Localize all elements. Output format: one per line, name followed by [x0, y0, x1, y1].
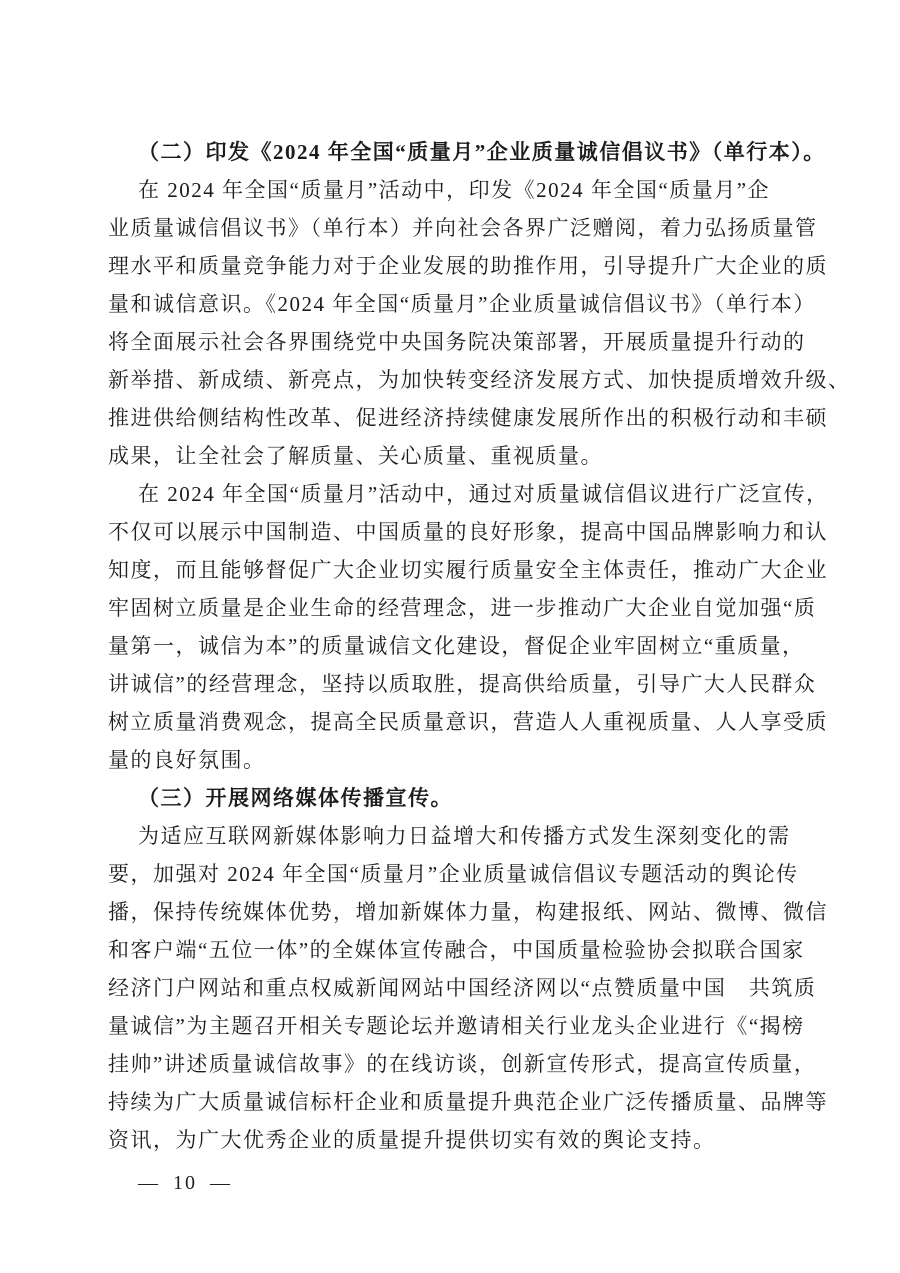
- paragraph-line: 将全面展示社会各界围绕党中央国务院决策部署，开展质量提升行动的: [108, 330, 806, 354]
- paragraph-line: 在 2024 年全国“质量月”活动中，印发《2024 年全国“质量月”企: [138, 178, 771, 202]
- paragraph-line: 讲诚信”的经营理念，坚持以质取胜，提高供给质量，引导广大人民群众: [108, 672, 817, 696]
- paragraph-line: 为适应互联网新媒体影响力日益增大和传播方式发生深刻变化的需: [138, 824, 791, 848]
- section-3-heading: （三）开展网络媒体传播宣传。: [138, 786, 453, 810]
- paragraph-line: 量的良好氛围。: [108, 748, 266, 772]
- paragraph-line: 不仅可以展示中国制造、中国质量的良好形象，提高中国品牌影响力和认: [108, 520, 828, 544]
- paragraph-line: 量和诚信意识。《2024 年全国“质量月”企业质量诚信倡议书》（单行本）: [108, 292, 816, 316]
- paragraph-line: 业质量诚信倡议书》（单行本）并向社会各界广泛赠阅，着力弘扬质量管: [108, 216, 818, 240]
- paragraph-line: 持续为广大质量诚信标杆企业和质量提升典范企业广泛传播质量、品牌等: [108, 1090, 828, 1114]
- paragraph-line: 在 2024 年全国“质量月”活动中，通过对质量诚信倡议进行广泛宣传，: [138, 482, 829, 506]
- paragraph-line: 牢固树立质量是企业生命的经营理念，进一步推动广大企业自觉加强“质: [108, 596, 817, 620]
- paragraph-line: 量第一，诚信为本”的质量诚信文化建设，督促企业牢固树立“重质量，: [108, 634, 805, 658]
- paragraph-line: 挂帅”讲述质量诚信故事》的在线访谈，创新宣传形式，提高宣传质量，: [108, 1052, 817, 1076]
- paragraph-line: 成果，让全社会了解质量、关心质量、重视质量。: [108, 444, 603, 468]
- paragraph-line: 量诚信”为主题召开相关专题论坛并邀请相关行业龙头企业进行《“揭榜: [108, 1014, 805, 1038]
- document-body: [108, 133, 851, 1159]
- paragraph-line: 和客户端“五位一体”的全媒体宣传融合，中国质量检验协会拟联合国家: [108, 938, 805, 962]
- paragraph-line: 推进供给侧结构性改革、促进经济持续健康发展所作出的积极行动和丰硕: [108, 406, 828, 430]
- section-2-heading: （二）印发《2024 年全国“质量月”企业质量诚信倡议书》（单行本）。: [138, 140, 826, 164]
- paragraph-line: 要，加强对 2024 年全国“质量月”企业质量诚信倡议专题活动的舆论传: [108, 862, 799, 886]
- paragraph-line: 知度，而且能够督促广大企业切实履行质量安全主体责任，推动广大企业: [108, 558, 828, 582]
- paragraph-line: 经济门户网站和重点权威新闻网站中国经济网以“点赞质量中国 共筑质: [108, 976, 817, 1000]
- paragraph-line: 资讯，为广大优秀企业的质量提升提供切实有效的舆论支持。: [108, 1128, 716, 1152]
- paragraph-line: 树立质量消费观念，提高全民质量意识，营造人人重视质量、人人享受质: [108, 710, 828, 734]
- paragraph-line: 理水平和质量竞争能力对于企业发展的助推作用，引导提升广大企业的质: [108, 254, 828, 278]
- page-number: — 10 —: [138, 1172, 232, 1194]
- paragraph-line: 播，保持传统媒体优势，增加新媒体力量，构建报纸、网站、微博、微信: [108, 900, 828, 924]
- paragraph-line: 新举措、新成绩、新亮点，为加快转变经济发展方式、加快提质增效升级、: [108, 368, 851, 392]
